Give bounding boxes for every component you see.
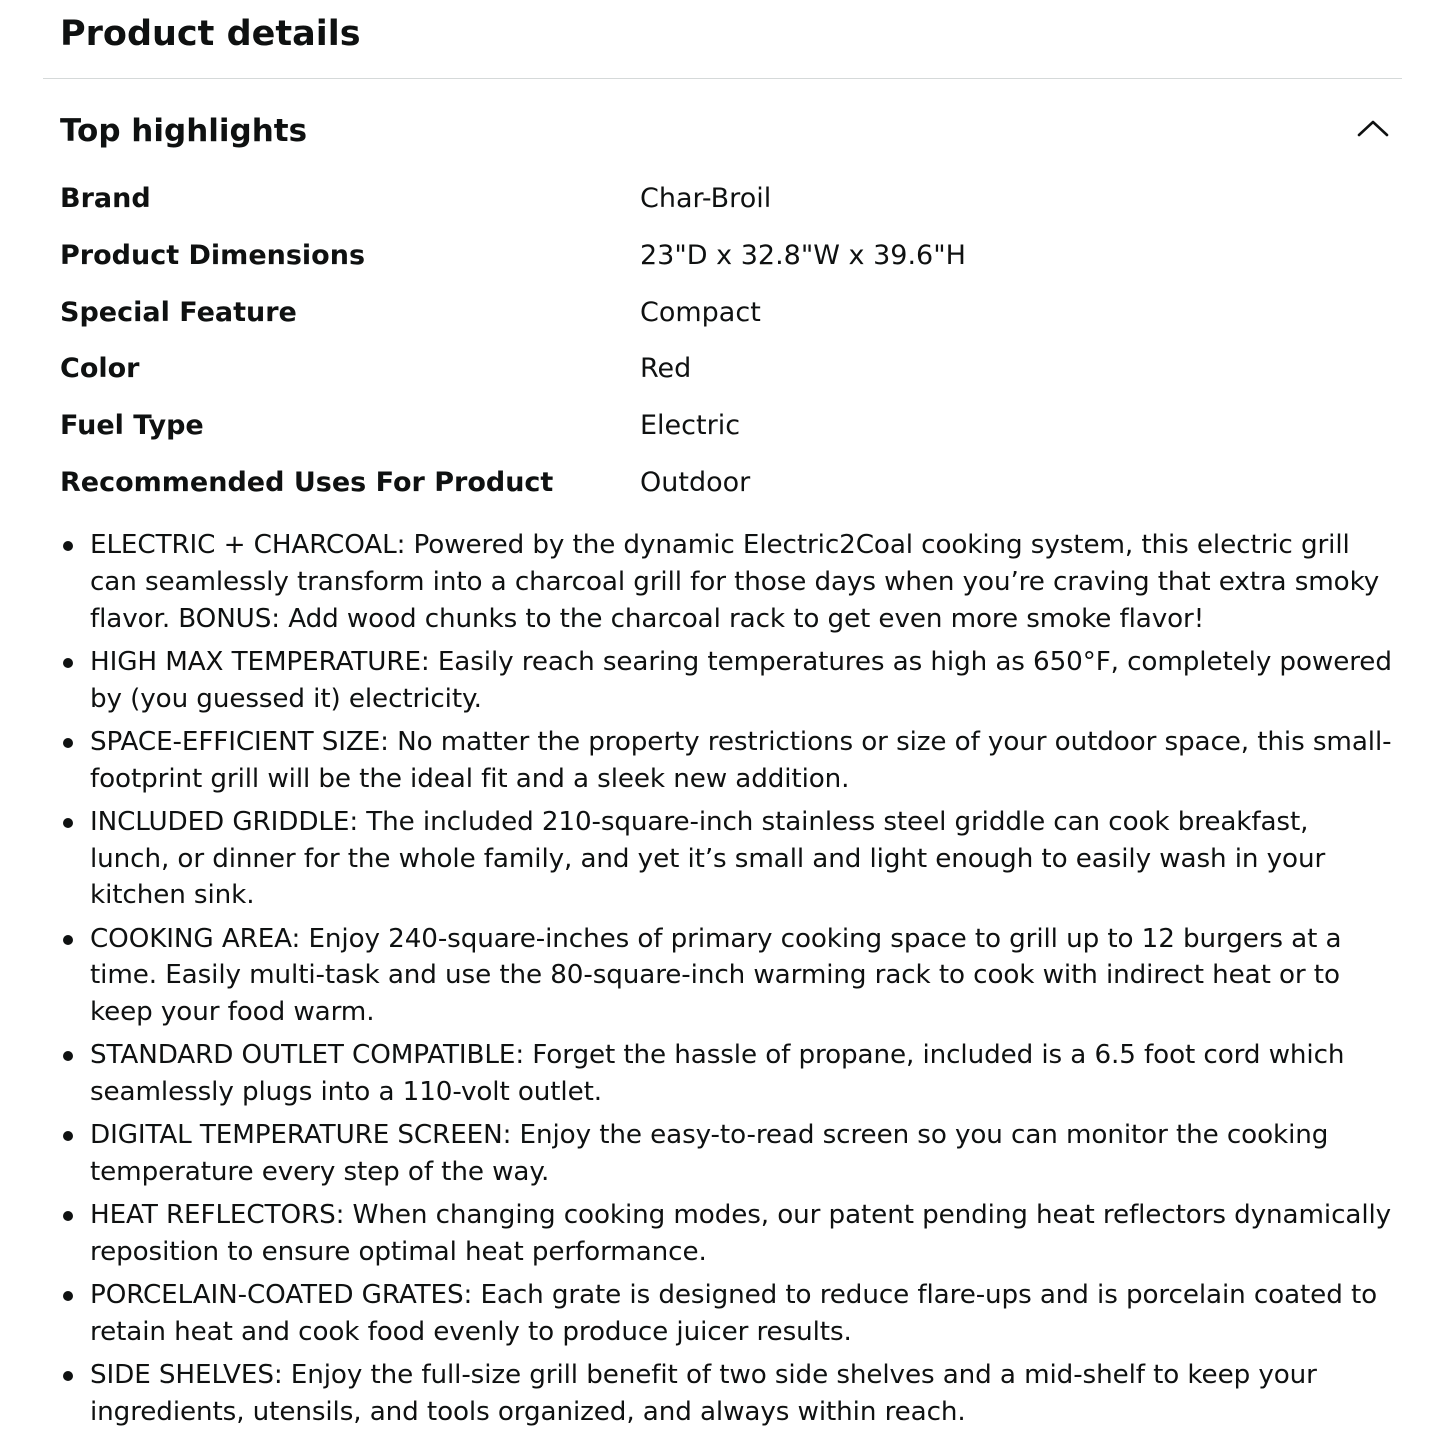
attribute-row — [60, 285, 1380, 342]
attribute-row — [60, 341, 1380, 398]
list-item — [60, 804, 1395, 914]
attribute-value: Red — [640, 353, 692, 385]
attribute-row — [60, 455, 1380, 512]
top-highlights-header[interactable] — [60, 108, 1390, 154]
bullet-dot-icon — [63, 935, 73, 945]
attribute-row — [60, 228, 1380, 285]
bullet-dot-icon — [63, 818, 73, 828]
attribute-value: Outdoor — [640, 466, 751, 498]
list-item — [60, 1197, 1395, 1271]
attribute-value: Char-Broil — [640, 183, 772, 214]
bullet-text: SIDE SHELVES: Enjoy the full-size grill benefit of two side shelves and a mid-shelf to keep your ingredients, utensils, and tools organized, and always within reach. — [90, 1360, 1317, 1428]
attributes-table — [60, 171, 1380, 512]
list-item — [60, 527, 1395, 637]
bullet-dot-icon — [63, 738, 73, 748]
bullet-dot-icon — [63, 541, 73, 551]
divider — [43, 78, 1402, 79]
attribute-label: Recommended Uses For Product — [60, 466, 554, 498]
list-item — [60, 1277, 1395, 1351]
feature-bullet-list — [60, 527, 1395, 1437]
bullet-dot-icon — [63, 1051, 73, 1061]
attribute-value: Compact — [640, 296, 761, 328]
bullet-text: DIGITAL TEMPERATURE SCREEN: Enjoy the easy-to-read screen so you can monitor the cooking temperature every step of the way. — [90, 1120, 1329, 1188]
bullet-text: PORCELAIN-COATED GRATES: Each grate is designed to reduce flare-ups and is porcelain coated to retain heat and cook food evenly to produce juicer results. — [90, 1280, 1378, 1348]
bullet-text: SPACE-EFFICIENT SIZE: No matter the property restrictions or size of your outdoor space, this small-footprint grill will be the ideal fit and a sleek new addition. — [90, 726, 1392, 794]
bullet-text: STANDARD OUTLET COMPATIBLE: Forget the hassle of propane, included is a 6.5 foot cord which seamlessly plugs into a 110-volt outlet. — [90, 1040, 1345, 1108]
bullet-dot-icon — [63, 1211, 73, 1221]
attribute-label: Color — [60, 353, 140, 385]
list-item — [60, 1117, 1395, 1191]
list-item — [60, 1037, 1395, 1111]
bullet-text: INCLUDED GRIDDLE: The included 210-square-inch stainless steel griddle can cook breakfast, lunch, or dinner for the whole family, and yet it’s small and light enough to easily wash in your kitchen sink. — [90, 806, 1326, 911]
attribute-row — [60, 171, 1380, 228]
list-item — [60, 644, 1395, 718]
section-title: Top highlights — [60, 113, 308, 149]
list-item — [60, 724, 1395, 798]
bullet-text: ELECTRIC + CHARCOAL: Powered by the dynamic Electric2Coal cooking system, this electric grill can seamlessly transform into a charcoal grill for those days when you’re craving that extra smoky flavor. BONUS: Add wood chunks to the charcoal rack to get even more smoke flavor! — [90, 530, 1380, 634]
attribute-label: Special Feature — [60, 296, 297, 328]
list-item — [60, 1357, 1395, 1431]
attribute-value: Electric — [640, 410, 741, 442]
bullet-text: HEAT REFLECTORS: When changing cooking modes, our patent pending heat reflectors dynamically reposition to ensure optimal heat performance. — [90, 1200, 1392, 1268]
attribute-label: Brand — [60, 183, 151, 214]
bullet-dot-icon — [63, 1131, 73, 1141]
attribute-row — [60, 398, 1380, 455]
bullet-text: HIGH MAX TEMPERATURE: Easily reach searing temperatures as high as 650°F, completely powered by (you guessed it) electricity. — [90, 646, 1392, 714]
attribute-label: Product Dimensions — [60, 239, 366, 271]
attribute-value: 23"D x 32.8"W x 39.6"H — [640, 239, 966, 271]
chevron-up-icon[interactable] — [1356, 114, 1390, 142]
page-title: Product details — [60, 14, 361, 54]
bullet-dot-icon — [63, 1371, 73, 1381]
attribute-label: Fuel Type — [60, 410, 204, 442]
list-item — [60, 921, 1395, 1031]
bullet-text: COOKING AREA: Enjoy 240-square-inches of primary cooking space to grill up to 12 burgers at a time. Easily multi-task and use the 80-square-inch warming rack to cook with indirect heat or to keep your food warm. — [90, 923, 1342, 1028]
bullet-dot-icon — [63, 658, 73, 668]
bullet-dot-icon — [63, 1291, 73, 1301]
